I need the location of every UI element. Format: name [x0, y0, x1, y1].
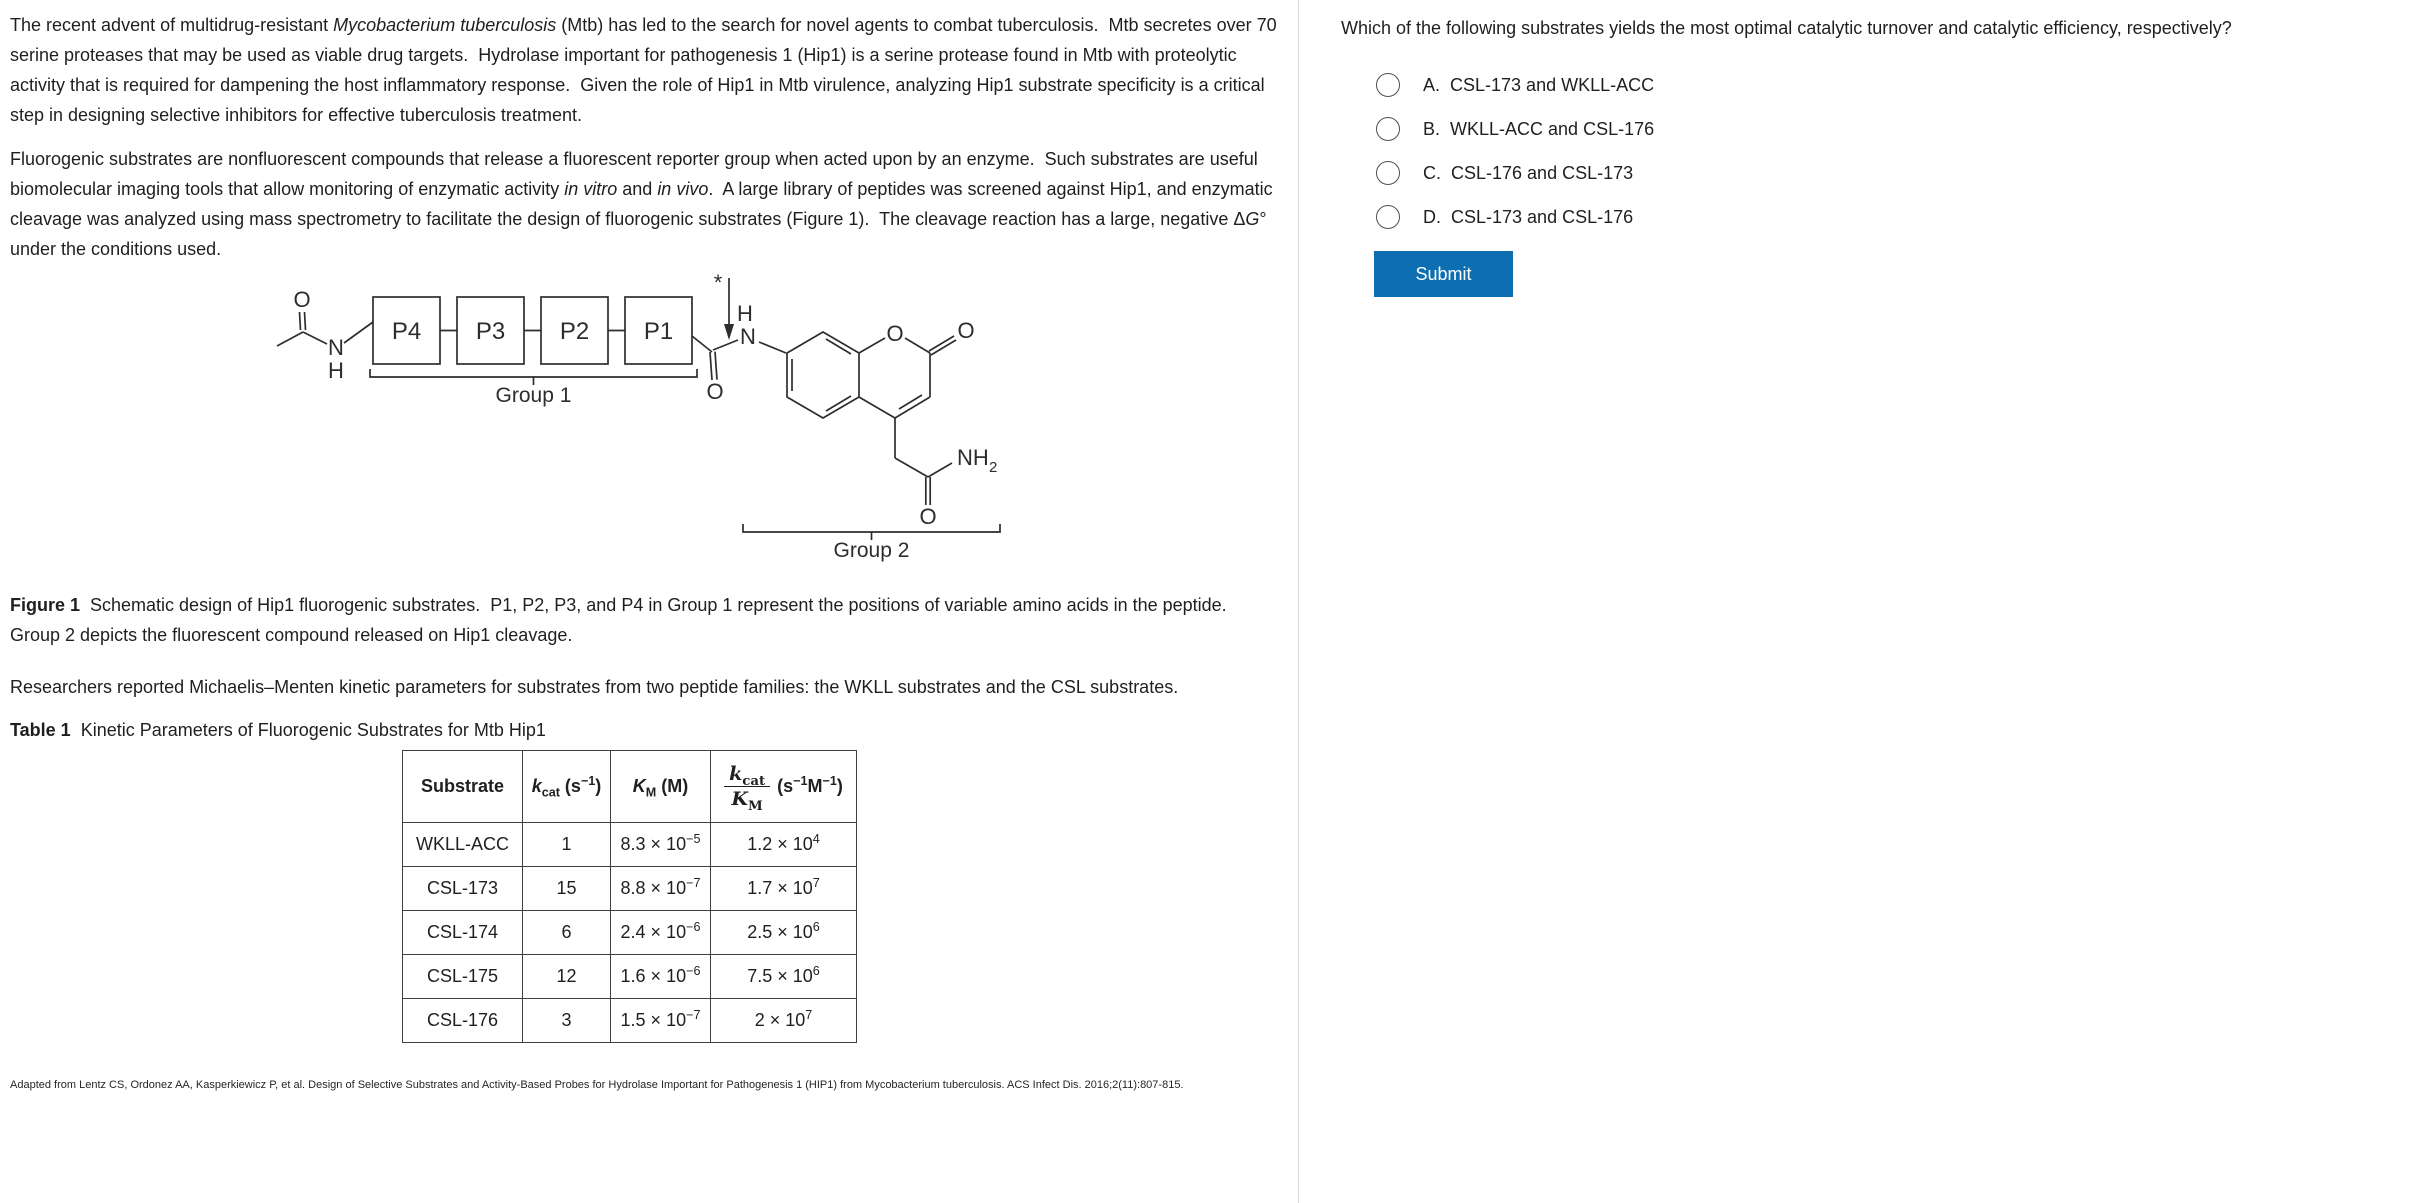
option-a-text: CSL-173 and WKLL-ACC: [1450, 74, 1655, 95]
table-1-title: Table 1 Kinetic Parameters of Fluorogenic Substrates for Mtb Hip1: [10, 720, 546, 740]
option-d[interactable]: [1376, 205, 2396, 229]
table-row: [403, 823, 857, 867]
source-citation: Adapted from Lentz CS, Ordonez AA, Kasperkiewicz P, et al. Design of Selective Substrates and Activity-Based Probes for Hydrolase Important for Pathogenesis 1 (HIP1) from Mycobacterium tuberculosis. ACS Infect Dis. 2016;2(11):807-815.: [10, 1079, 1184, 1091]
amide2-hydrogen-label: H: [737, 301, 753, 326]
option-a[interactable]: [1376, 73, 2396, 97]
cell-substrate: CSL-176: [403, 999, 523, 1043]
col-header-kcat: $k_{cat}$ $(s^{-1})$: [523, 751, 611, 823]
figure-1-caption: Figure 1 Schematic design of Hip1 fluorogenic substrates. P1, P2, P3, and P4 in Group 1 represent the positions of variable amino acids in the peptide. Group 2 depicts the fluorescent compound released on Hip1 cleavage.: [10, 595, 1237, 645]
option-b-text: WKLL-ACC and CSL-176: [1450, 118, 1655, 139]
p2-box-label: P2: [559, 318, 590, 345]
acetyl-oxygen-label: O: [293, 287, 311, 312]
arm-nh-label: NH: [957, 445, 989, 470]
passage-paragraph-3: Researchers reported Michaelis–Menten kinetic parameters for substrates from two peptide families: the WKLL substrates and the CSL substrates.: [10, 677, 1179, 697]
amide2-oxygen-label: O: [706, 379, 724, 404]
option-d-text: CSL-173 and CSL-176: [1451, 206, 1634, 227]
question-text: Which of the following substrates yields the most optimal catalytic turnover and catalytic efficiency, respectively?: [1341, 18, 2232, 38]
table-row: [403, 999, 857, 1043]
cell-kcat: 12: [523, 955, 611, 999]
kcat-km-fraction: $\frac{k_{cat}}{K_M}$: [724, 763, 770, 810]
cell-km: $8.3 \times 10^{-5}$: [611, 823, 711, 867]
radio-button-b[interactable]: [1376, 117, 1400, 141]
amide2-nitrogen-label: N: [740, 324, 756, 349]
figure-1: [270, 274, 1030, 574]
radio-button-a[interactable]: [1376, 73, 1400, 97]
cell-kcat: 15: [523, 867, 611, 911]
lactone-carbonyl-oxygen-label: O: [957, 318, 975, 343]
cell-kcat: 1: [523, 823, 611, 867]
radio-button-d[interactable]: [1376, 205, 1400, 229]
p1-box-label: P1: [643, 318, 674, 345]
cell-km: $1.5 \times 10^{-7}$: [611, 999, 711, 1043]
option-c-letter: C.: [1423, 162, 1441, 183]
cell-kcat: 3: [523, 999, 611, 1043]
kinetics-table: [402, 750, 857, 1043]
option-d-letter: D.: [1423, 206, 1441, 227]
passage-paragraph-2: Fluorogenic substrates are nonfluorescent compounds that release a fluorescent reporter group when acted upon by an enzyme. Such substrates are useful biomolecular imaging tools that allow monitoring of enzymatic activity in vitro and in vivo. A large library of peptides was screened against Hip1, and enzymatic cleavage was analyzed using mass spectrometry to facilitate the design of fluorogenic substrates (Figure 1). The cleavage reaction has a large, negative ΔG° under the conditions used.: [10, 149, 1278, 259]
option-c[interactable]: [1376, 161, 2396, 185]
table-header-row: [403, 751, 857, 823]
cell-km: $8.8 \times 10^{-7}$: [611, 867, 711, 911]
group2-label: Group 2: [833, 539, 910, 562]
question-panel: [1299, 0, 2416, 1203]
option-b-letter: B.: [1423, 118, 1441, 139]
arm-nh2-subscript: 2: [989, 459, 998, 476]
table-row: [403, 867, 857, 911]
option-c-text: CSL-176 and CSL-173: [1451, 162, 1634, 183]
cell-ratio: $2 \times 10^7$: [711, 999, 857, 1043]
option-b[interactable]: [1376, 117, 2396, 141]
lactone-ring-oxygen-label: O: [886, 321, 904, 346]
cell-ratio: $2.5 \times 10^6$: [711, 911, 857, 955]
cell-km: $2.4 \times 10^{-6}$: [611, 911, 711, 955]
cell-ratio: $7.5 \times 10^6$: [711, 955, 857, 999]
ratio-units: $(s^{-1}M^{-1})$: [777, 774, 843, 796]
cell-ratio: $1.7 \times 10^7$: [711, 867, 857, 911]
table-row: [403, 955, 857, 999]
group1-label: Group 1: [495, 384, 572, 407]
cell-substrate: CSL-173: [403, 867, 523, 911]
cleavage-asterisk: *: [713, 274, 723, 295]
cell-ratio: $1.2 \times 10^4$: [711, 823, 857, 867]
table-row: [403, 911, 857, 955]
col-header-kcat-over-km: [711, 751, 857, 823]
amide1-hydrogen-label: H: [328, 358, 344, 383]
radio-button-c[interactable]: [1376, 161, 1400, 185]
cell-substrate: WKLL-ACC: [403, 823, 523, 867]
cell-substrate: CSL-174: [403, 911, 523, 955]
option-a-letter: A.: [1423, 74, 1441, 95]
cell-substrate: CSL-175: [403, 955, 523, 999]
answer-options: [1376, 73, 2396, 229]
submit-button[interactable]: Submit: [1374, 251, 1513, 297]
figure-1-structure: [270, 274, 1030, 574]
cleavage-arrow: [724, 324, 734, 340]
cell-kcat: 6: [523, 911, 611, 955]
amide1-nitrogen-label: N: [328, 335, 344, 360]
p4-box-label: P4: [391, 318, 422, 345]
p3-box-label: P3: [475, 318, 506, 345]
col-header-substrate: Substrate: [403, 751, 523, 823]
arm-carbonyl-oxygen-label: O: [919, 504, 937, 529]
col-header-km: $K_M$ (M): [611, 751, 711, 823]
passage-paragraph-1: The recent advent of multidrug-resistant Mycobacterium tuberculosis (Mtb) has led to the search for novel agents to combat tuberculosis. Mtb secretes over 70 serine proteases that may be used as viable drug targets. Hydrolase important for pathogenesis 1 (Hip1) is a serine protease found in Mtb with proteolytic activity that is required for dampening the host inflammatory response. Given the role of Hip1 in Mtb virulence, analyzing Hip1 substrate specificity is a critical step in designing selective inhibitors for effective tuberculosis treatment.: [10, 15, 1282, 125]
cell-km: $1.6 \times 10^{-6}$: [611, 955, 711, 999]
